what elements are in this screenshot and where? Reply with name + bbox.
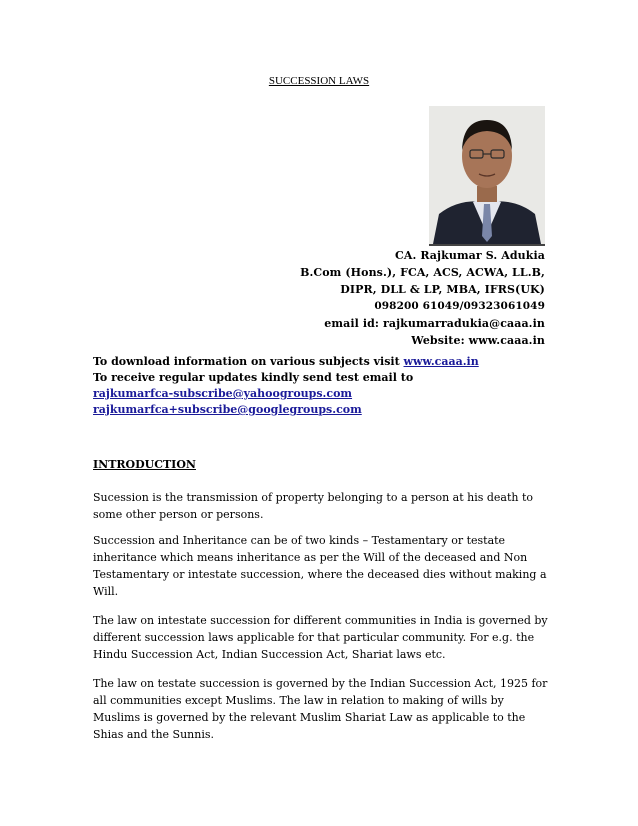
paragraph-3: The law on intestate succession for different communities in India is governed by different succession laws applicable for that particular community. For e.g. the Hindu Succession Act, Indian Succession Act, Shariat laws etc. <box>93 614 548 661</box>
google-group-link[interactable]: rajkumarfca+subscribe@googlegroups.com <box>93 403 362 416</box>
author-email: email id: rajkumarradukia@caaa.in <box>324 317 545 330</box>
yahoo-group-link[interactable]: rajkumarfca-subscribe@yahoogroups.com <box>93 387 353 400</box>
author-phone: 098200 61049/09323061049 <box>374 300 545 312</box>
author-website: Website: www.caaa.in <box>411 334 545 347</box>
download-text: To download information on various subjects visit <box>93 355 404 368</box>
updates-line: To receive regular updates kindly send test email to <box>93 371 414 384</box>
author-photo <box>429 106 545 246</box>
paragraph-1: Sucession is the transmission of property belonging to a person at his death to some other person or persons. <box>93 491 534 521</box>
author-block <box>300 247 545 349</box>
caaa-link[interactable]: www.caaa.in <box>403 355 479 368</box>
author-qualifications-1: B.Com (Hons.), FCA, ACS, ACWA, LL.B, <box>300 266 545 279</box>
author-name: CA. Rajkumar S. Adukia <box>394 249 545 262</box>
paragraph-2: Succession and Inheritance can be of two kinds – Testamentary or testate inheritance which means inheritance as per the Will of the deceased and Non Testamentary or intestate succession, where the deceased dies without making a Will. <box>93 534 547 598</box>
paragraph-4: The law on testate succession is governed by the Indian Succession Act, 1925 for all communities except Muslims. The law in relation to making of wills by Muslims is governed by the relevant Muslim Shariat Law as applicable to the Shias and the Sunnis. <box>93 677 548 741</box>
author-qualifications-2: DIPR, DLL & LP, MBA, IFRS(UK) <box>340 283 545 296</box>
section-heading-introduction: INTRODUCTION <box>93 458 196 471</box>
info-block <box>93 354 479 418</box>
document-title: SUCCESSION LAWS <box>268 75 370 87</box>
download-line <box>93 354 479 370</box>
